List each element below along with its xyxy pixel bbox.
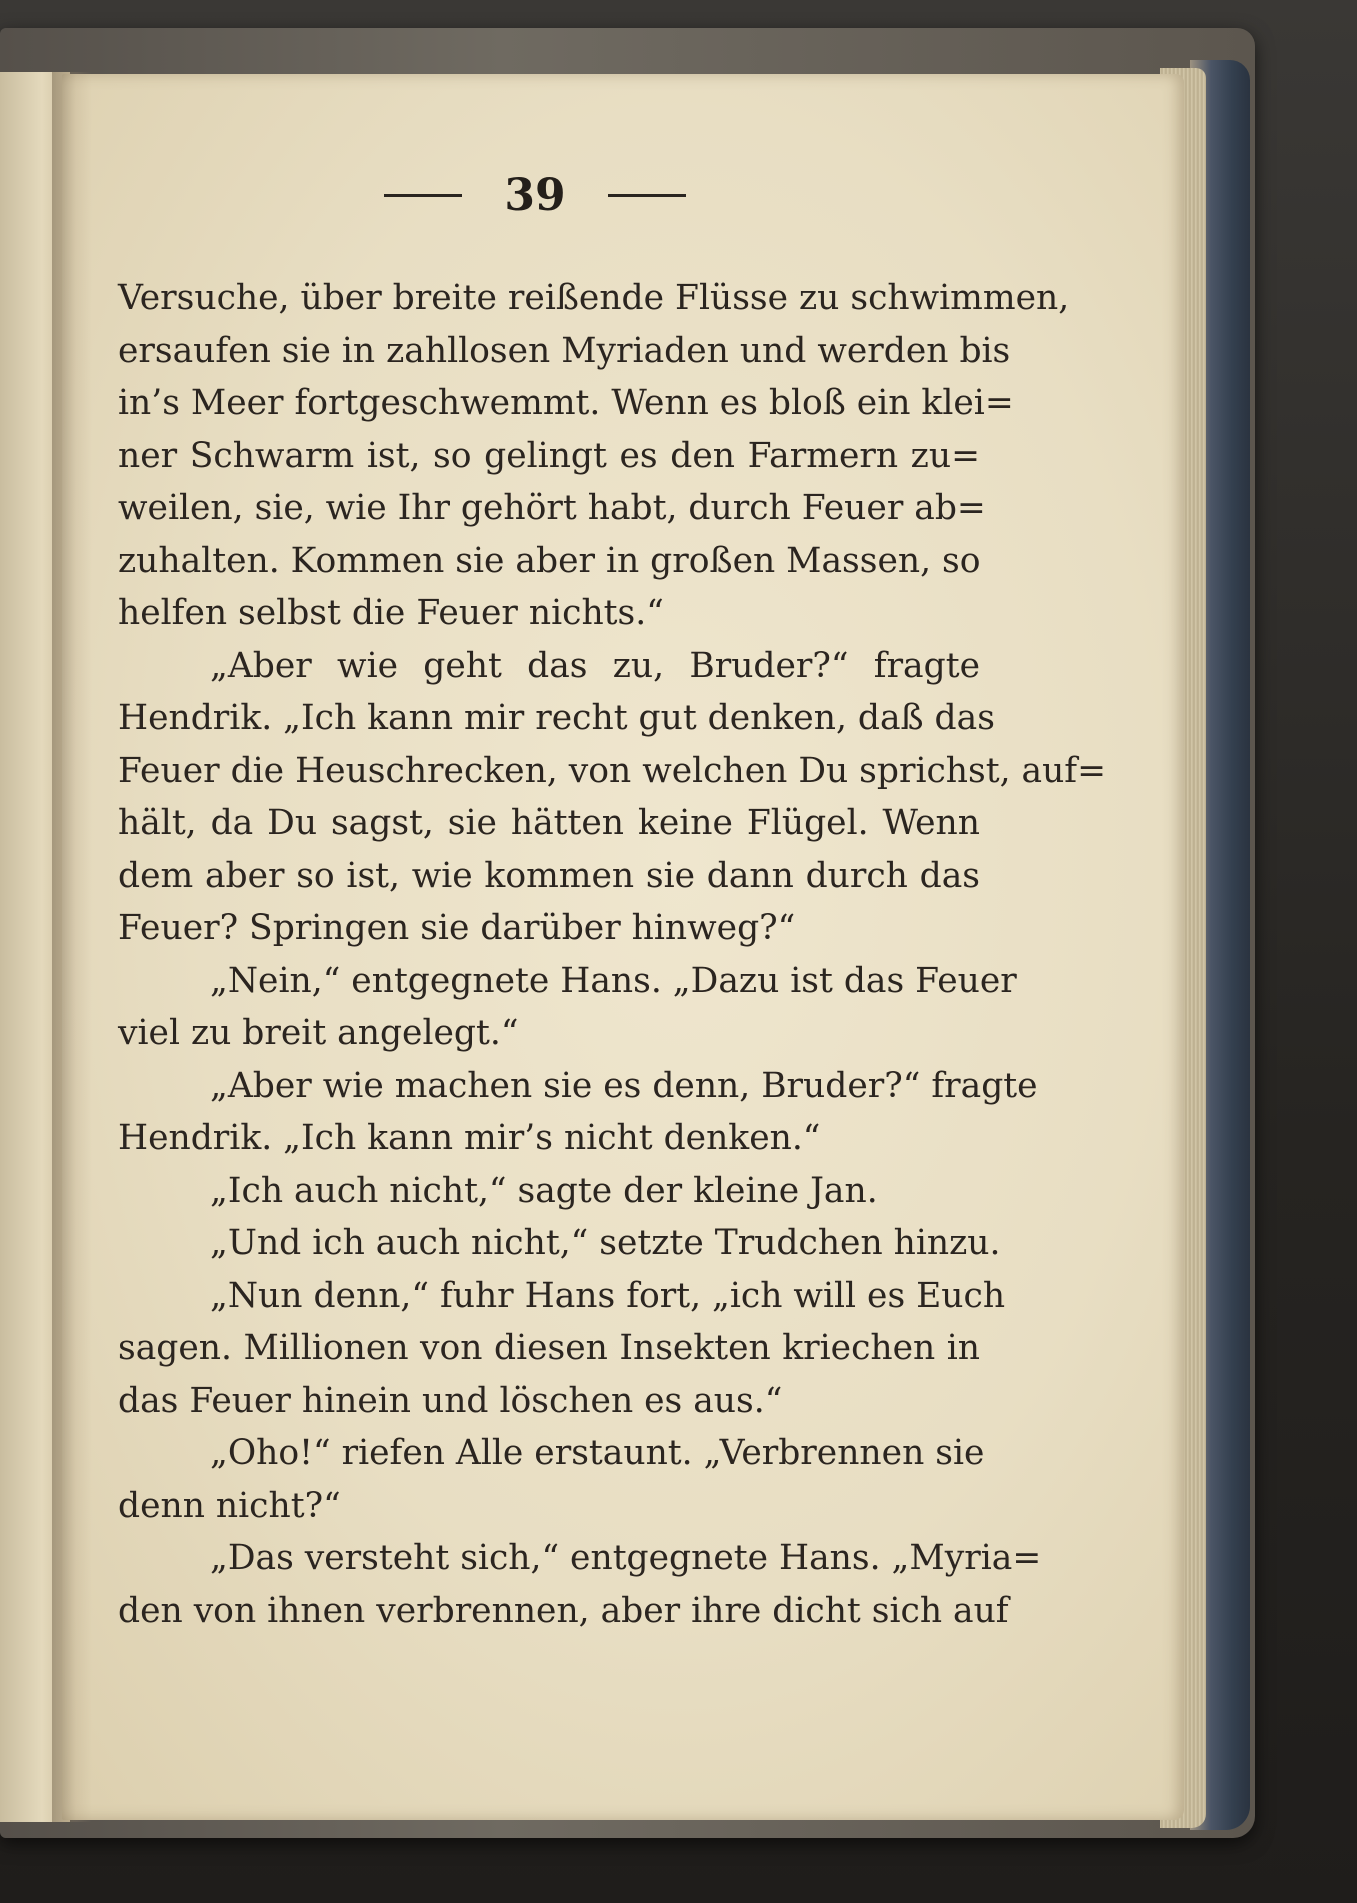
text-line: viel zu breit angelegt.“	[118, 1013, 519, 1053]
text-line: dem aber so ist, wie kommen sie dann durch das	[118, 855, 980, 896]
text-line: sagen. Millionen von diesen Insekten kriechen in	[118, 1328, 980, 1368]
text-line: ersaufen sie in zahllosen Myriaden und werden bis	[118, 330, 1011, 371]
page-number-header	[0, 170, 1070, 221]
text-line: denn nicht?“	[118, 1485, 341, 1526]
text-line: Feuer die Heuschrecken, von welchen Du sprichst, auf=	[118, 750, 1106, 791]
text-line: „Oho!“ riefen Alle erstaunt. „Verbrennen sie	[210, 1433, 985, 1473]
text-line: „Und ich auch nicht,“ setzte Trudchen hinzu.	[210, 1223, 1001, 1263]
text-line: Versuche, über breite reißende Flüsse zu schwimmen,	[118, 278, 1070, 318]
text-line: den von ihnen verbrennen, aber ihre dicht sich auf	[118, 1590, 1009, 1631]
text-line: Feuer? Springen sie darüber hinweg?“	[118, 908, 796, 948]
text-line: ner Schwarm ist, so gelingt es den Farmern zu=	[118, 435, 980, 476]
text-line: „Ich auch nicht,“ sagte der kleine Jan.	[210, 1170, 878, 1211]
text-line: „Das versteht sich,“ entgegnete Hans. „Myria=	[210, 1538, 1042, 1578]
page-gutter	[52, 72, 92, 1822]
page-number: 39	[504, 170, 566, 221]
text-line: „Aber wie machen sie es denn, Bruder?“ fragte	[210, 1065, 1038, 1106]
text-line: Hendrik. „Ich kann mir’s nicht denken.“	[118, 1118, 821, 1158]
text-line: „Aber wie geht das zu, Bruder?“ fragte	[210, 645, 980, 686]
text-line: in’s Meer fortgeschwemmt. Wenn es bloß ein klei=	[118, 383, 1014, 423]
right-rule	[608, 194, 686, 197]
text-line: hält, da Du sagst, sie hätten keine Flügel. Wenn	[118, 803, 980, 843]
text-line: das Feuer hinein und löschen es aus.“	[118, 1380, 783, 1421]
body-text	[118, 272, 1106, 1637]
text-line: helfen selbst die Feuer nichts.“	[118, 593, 664, 633]
text-line: Hendrik. „Ich kann mir recht gut denken, daß das	[118, 698, 995, 738]
text-line: weilen, sie, wie Ihr gehört habt, durch Feuer ab=	[118, 488, 986, 528]
text-line: zuhalten. Kommen sie aber in großen Massen, so	[118, 540, 981, 581]
left-rule	[384, 194, 462, 197]
text-line: „Nein,“ entgegnete Hans. „Dazu ist das Feuer	[210, 960, 1017, 1001]
text-line: „Nun denn,“ fuhr Hans fort, „ich will es Euch	[210, 1275, 1006, 1316]
